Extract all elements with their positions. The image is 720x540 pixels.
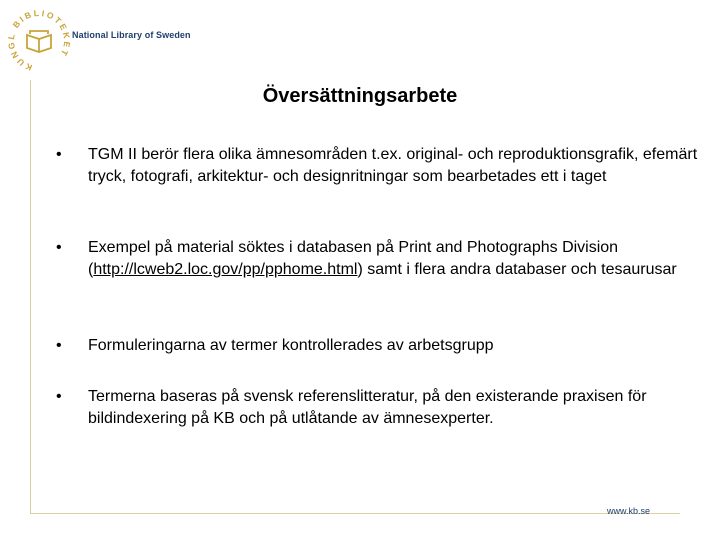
bullet-text: Formuleringarna av termer kontrollerades av arbetsgrupp	[88, 337, 494, 354]
bullet-dot: •	[56, 239, 62, 256]
bullet-dot: •	[56, 388, 62, 405]
bullet-text	[88, 237, 698, 281]
bullet-text-after: ) samt i flera andra databaser och tesaurusar	[357, 261, 677, 278]
footer-url: www.kb.se	[607, 506, 651, 516]
bullet-text: Termerna baseras på svensk referenslitteratur, på den existerande praxisen för bildindexering på KB och på utlåtande av ämnesexperter.	[88, 388, 647, 427]
bottom-rule	[30, 513, 680, 514]
org-name: National Library of Sweden	[72, 30, 191, 40]
left-rule	[30, 80, 31, 514]
bullet-dot: •	[56, 337, 62, 354]
slide-title: Översättningsarbete	[262, 85, 458, 107]
bullet-text: TGM II berör flera olika ämnesområden t.ex. original- och reproduktionsgrafik, efemärt tryck, fotografi, arkitektur- och designritningar som bearbetades ett i taget	[88, 146, 698, 185]
bullet-text-before: Exempel på material söktes i databasen på Print and Photographs Division (	[88, 239, 619, 278]
pphome-link[interactable]: http://lcweb2.loc.gov/pp/pphome.html	[93, 261, 358, 278]
logo-ring-text: KUNGL BIBLIOTEKET	[6, 8, 72, 73]
kb-logo	[6, 8, 72, 74]
open-book-icon	[27, 31, 51, 52]
bullet-dot: •	[56, 146, 62, 163]
